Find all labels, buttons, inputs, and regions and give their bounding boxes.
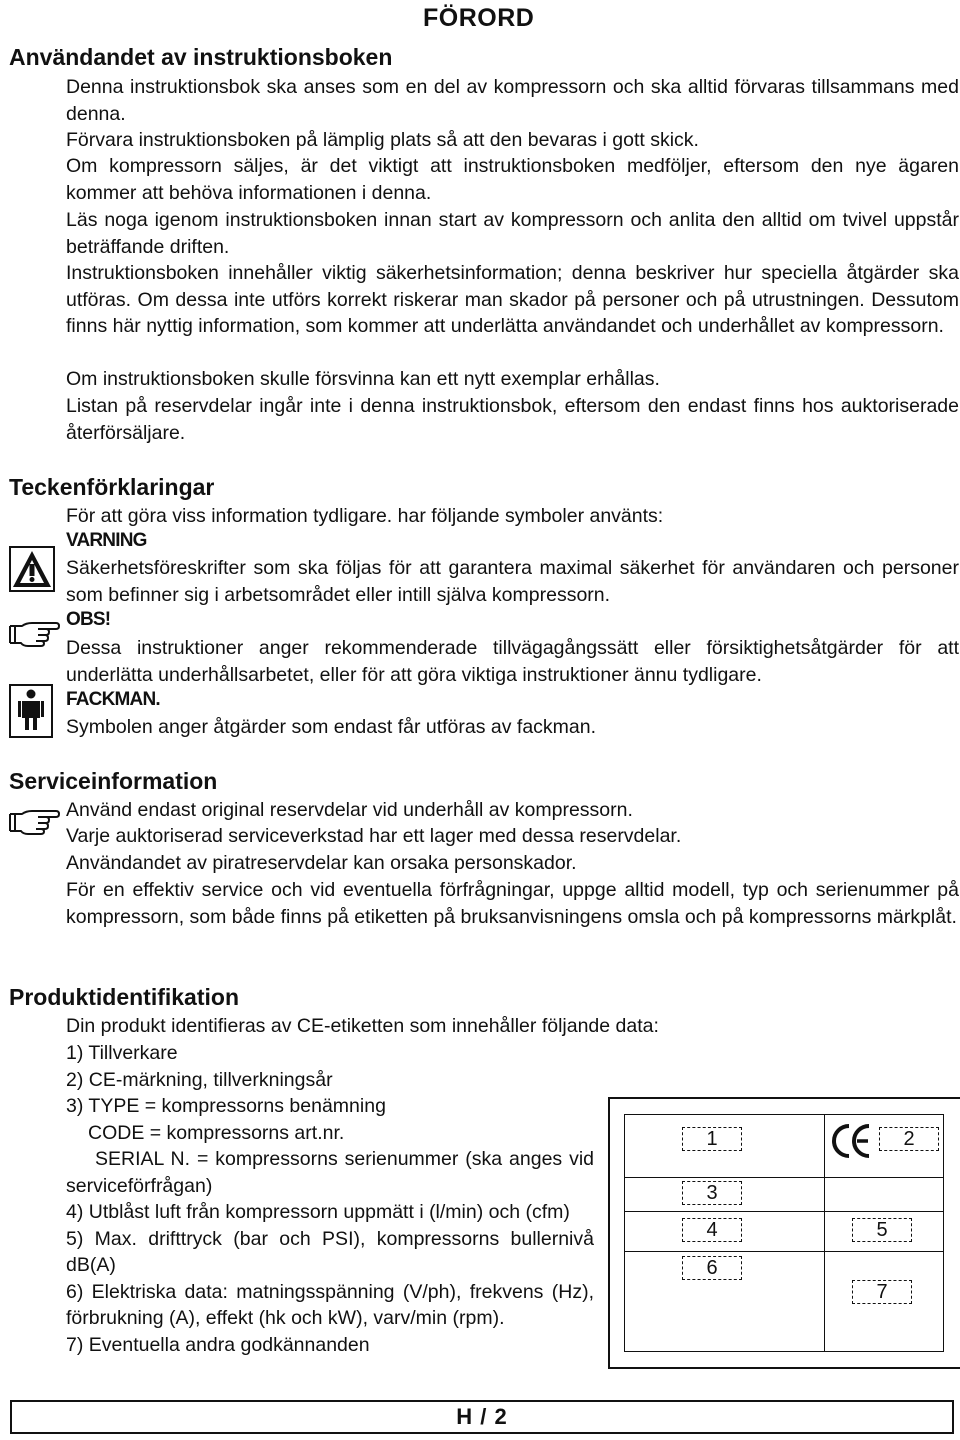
divider (625, 1211, 943, 1212)
divider (625, 1177, 943, 1178)
rating-plate (608, 1097, 960, 1369)
list-item: 6) Elektriska data: matningsspänning (V/ph), frekvens (Hz), förbrukning (A), effekt (hk och kW), varv/min (rpm). (66, 1280, 594, 1329)
obs-text: Dessa instruktioner anger rekommenderade tillvägagångssätt eller försiktighetsåtgärder för att underlätta underhållsarbetet, eller för att göra viktiga instruktioner ännu tydligare. (66, 637, 959, 686)
divider (824, 1115, 825, 1351)
plate-field-1: 1 (682, 1127, 742, 1151)
paragraph: Läs noga igenom instruktionsboken innan start av kompressorn och anlita den alltid om tvivel uppstår beträffande driften. (66, 209, 959, 258)
expert-label: FACKMAN. (66, 689, 160, 710)
warning-label: VARNING (66, 530, 147, 551)
obs-label: OBS! (66, 609, 111, 630)
paragraph: Listan på reservdelar ingår inte i denna instruktionsbok, eftersom den endast finns hos auktoriserade återförsäljare. (66, 395, 959, 444)
warning-text: Säkerhetsföreskrifter som ska följas för att garantera maximal säkerhet för användaren och personer som befinner sig i arbetsområdet eller intill själva kompressorn. (66, 557, 959, 606)
plate-field-5: 5 (852, 1218, 912, 1242)
list-item: 3) TYPE = kompressorns benämning (66, 1095, 386, 1117)
paragraph: Instruktionsboken innehåller viktig säkerhetsinformation; denna beskriver hur speciella åtgärder ska utföras. Om dessa inte utförs korrekt riskerar man skador på personer och på utrustningen. Dessutom finns här nyttig information, som kommer att underlätta användandet och underhållet av kompressorn. (66, 262, 959, 337)
pointing-hand-icon (8, 806, 60, 836)
divider (625, 1251, 943, 1252)
plate-field-7: 7 (852, 1280, 912, 1304)
plate-field-2: 2 (879, 1127, 939, 1151)
plate-field-3: 3 (682, 1181, 742, 1205)
list-item: CODE = kompressorns art.nr. (88, 1121, 345, 1144)
section-title-usage: Användandet av instruktionsboken (9, 44, 393, 70)
page-number: H / 2 (456, 1404, 508, 1429)
paragraph: Användandet av piratreservdelar kan orsaka personskador. (66, 852, 577, 874)
section-title-product: Produktidentifikation (9, 984, 239, 1010)
symbols-intro: För att göra viss information tydligare. har följande symboler använts: (66, 505, 664, 527)
pointing-hand-icon (8, 618, 60, 648)
paragraph: Använd endast original reservdelar vid underhåll av kompressorn. (66, 799, 633, 821)
list-item: 7) Eventuella andra godkännanden (66, 1333, 370, 1356)
paragraph: Om kompressorn säljes, är det viktigt att instruktionsboken medföljer, eftersom den nye ägaren kommer att behöva informationen i denna. (66, 155, 959, 204)
list-item: 5) Max. drifttryck (bar och PSI), kompressorns bullernivå dB(A) (66, 1227, 594, 1276)
expert-text: Symbolen anger åtgärder som endast får utföras av fackman. (66, 716, 597, 738)
rating-plate-inner (624, 1114, 944, 1352)
section-title-service: Serviceinformation (9, 768, 218, 794)
section-title-symbols: Teckenförklaringar (9, 474, 215, 500)
paragraph: Förvara instruktionsboken på lämplig plats så att den bevaras i gott skick. (66, 129, 699, 151)
warning-triangle-icon (9, 546, 55, 592)
plate-field-4: 4 (682, 1218, 742, 1242)
paragraph: Denna instruktionsbok ska anses som en del av kompressorn och ska alltid förvaras tillsammans med denna. (66, 76, 959, 125)
page-footer (10, 1400, 954, 1434)
paragraph: Om instruktionsboken skulle försvinna kan ett nytt exemplar erhållas. (66, 368, 660, 390)
ce-mark-icon (830, 1121, 874, 1161)
paragraph: Varje auktoriserad serviceverkstad har ett lager med dessa reservdelar. (66, 825, 682, 847)
paragraph: För en effektiv service och vid eventuella förfrågningar, uppge alltid modell, typ och serienummer på kompressorn, som både finns på etiketten på bruksanvisningens omsla och på kompressorns märkplåt. (66, 879, 959, 928)
page-title: FÖRORD (423, 4, 535, 32)
list-item: 1) Tillverkare (66, 1042, 178, 1064)
technician-icon (9, 684, 53, 738)
list-item: 4) Utblåst luft från kompressorn uppmätt i (l/min) och (cfm) (66, 1201, 570, 1223)
product-data-list (66, 1040, 594, 1358)
list-item: 2) CE-märkning, tillverkningsår (66, 1068, 333, 1091)
list-item: SERIAL N. = kompressorns serienummer (ska anges vid serviceförfrågan) (66, 1148, 594, 1197)
product-intro: Din produkt identifieras av CE-etiketten som innehåller följande data: (66, 1015, 659, 1037)
plate-field-6: 6 (682, 1256, 742, 1280)
